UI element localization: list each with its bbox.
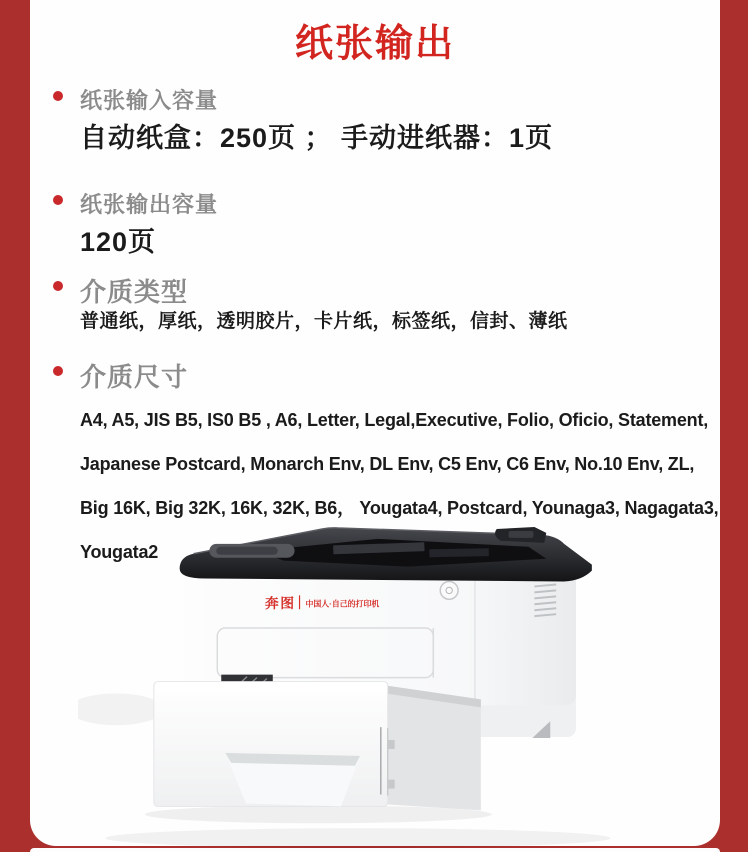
media-size-line: Big 16K, Big 32K, 16K, 32K, B6， Yougata4, Postcard, Younaga3, Nagagata3, <box>80 498 719 518</box>
brand-slogan-text: 中国人·自己的打印机 <box>305 599 380 609</box>
spec-value-paper-input-capacity: 自动纸盒：250页 ； 手动进纸器：1页 <box>80 123 554 153</box>
bullet-icon <box>53 281 63 291</box>
spec-label-media-size: 介质尺寸 <box>80 362 189 392</box>
power-button-icon <box>440 581 458 599</box>
spec-value-paper-output-capacity: 120页 <box>80 227 157 257</box>
spec-label-paper-input-capacity: 纸张输入容量 <box>80 88 219 113</box>
printer-product-image <box>78 525 638 852</box>
next-section-card-edge <box>30 848 720 852</box>
spec-label-media-type: 介质类型 <box>80 277 189 307</box>
bullet-icon <box>53 91 63 101</box>
bullet-icon <box>53 366 63 376</box>
paper-tray-drawer <box>154 682 481 811</box>
printer-illustration <box>78 525 638 852</box>
media-size-line: Yougata2 <box>80 542 159 562</box>
media-size-line: Japanese Postcard, Monarch Env, DL Env, C5 Env, C6 Env, No.10 Env, ZL, <box>80 454 695 474</box>
media-size-line: A4, A5, JIS B5, IS0 B5 , A6, Letter, Legal,Executive, Folio, Oficio, Statement, <box>80 410 709 430</box>
page-title: 纸张输出 <box>294 23 455 65</box>
spec-value-media-type: 普通纸，厚纸，透明胶片，卡片纸，标签纸，信封、薄纸 <box>80 311 568 332</box>
brand-name-text: 奔图 <box>264 595 296 612</box>
spec-label-paper-output-capacity: 纸张输出容量 <box>80 192 219 217</box>
printer-top-cover <box>180 527 592 582</box>
spec-card <box>30 0 720 846</box>
bullet-icon <box>53 195 63 205</box>
